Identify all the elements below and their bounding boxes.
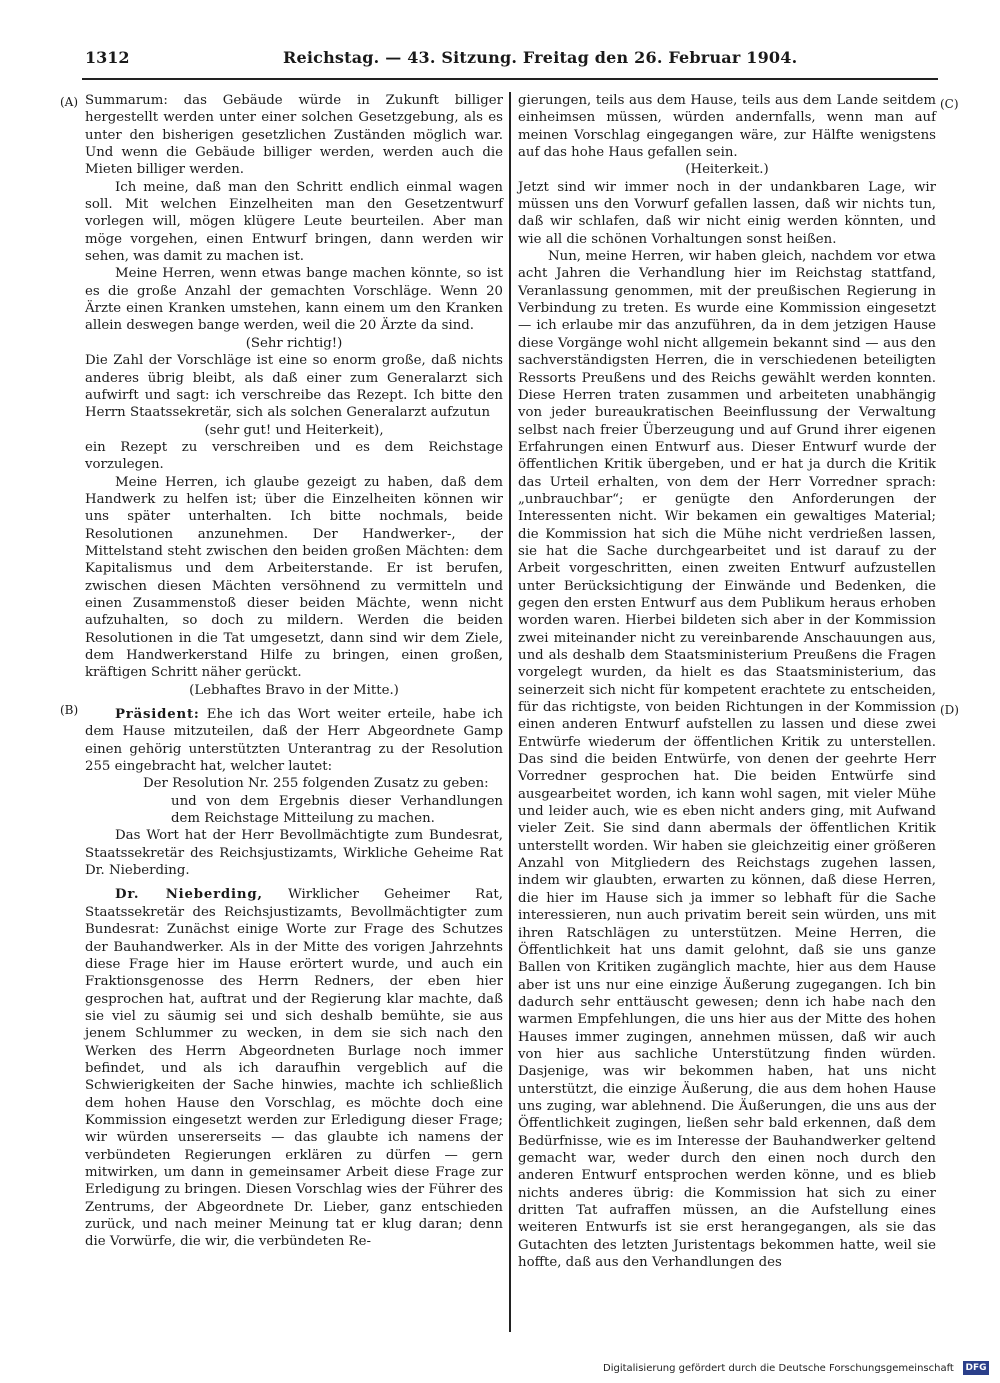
left-column <box>85 92 503 1251</box>
paragraph: Jetzt sind wir immer noch in der undankbaren Lage, wir müssen uns den Vorwurf gefallen lassen, daß wir nichts tun, daß wir schlafen, daß wir nicht einig werden könnten, und wie all die schönen Vorhaltungen sonst heißen. <box>518 179 936 247</box>
page-header <box>85 48 935 72</box>
margin-marker-d: (D) <box>940 703 959 717</box>
interjection: (sehr gut! und Heiterkeit), <box>204 422 384 438</box>
interjection: (Lebhaftes Bravo in der Mitte.) <box>189 682 399 698</box>
margin-marker-b: (B) <box>60 703 79 717</box>
paragraph: Meine Herren, ich glaube gezeigt zu haben, daß dem Handwerk zu helfen ist; über die Einzelheiten können wir uns später unterhalten. Ich bitte nochmals, beide Resolutionen anzunehmen. Der Handwerker-, der Mittelstand steht zwischen den beiden großen Mächten: dem Kapitalismus und dem Arbeiterstande. Er ist berufen, zwischen diesen Mächten versöhnend zu vermitteln und einen Zusammenstoß dieser beiden Mächte, wenn nicht aufzuhalten, so doch zu mildern. Werden die beiden Resolutionen in die Tat umgesetzt, dann sind wir dem Ziele, dem Handwerkerstand Hilfe zu bringen, einen großen, kräftigen Schritt näher gerückt. <box>85 474 503 681</box>
speaker-name: Präsident: <box>115 707 200 723</box>
margin-marker-a: (A) <box>60 95 79 109</box>
column-divider <box>509 92 511 1332</box>
page-title: Reichstag. — 43. Sitzung. Freitag den 26. Februar 1904. <box>283 48 798 67</box>
margin-marker-c: (C) <box>940 97 959 111</box>
paragraph: gierungen, teils aus dem Hause, teils aus dem Lande seitdem einheimsen müssen, würden andernfalls, wenn man auf meinen Vorschlag eingegangen wäre, zur Hälfte wenigstens auf das hohe Haus gefallen sein. <box>518 93 936 161</box>
interjection: (Heiterkeit.) <box>685 162 769 178</box>
speaker-name: Dr. Nieberding, <box>115 887 263 903</box>
paragraph: Meine Herren, wenn etwas bange machen könnte, so ist es die große Anzahl der gemachten Vorschläge. Wenn 20 Ärzte einen Kranken umstehen, kann einem um den Kranken allein deswegen bange werden, weil die 20 Ärzte da sind. <box>85 266 503 334</box>
paragraph: Die Zahl der Vorschläge ist eine so enorm große, daß nichts anderes übrig bleibt, als daß einer zum Generalarzt sich aufwirft und sagt: ich verschreibe das Rezept. Ich bitte den Herrn Staatssekretär, sich als solchen Generalarzt aufzutun <box>85 353 503 421</box>
right-column <box>518 92 936 1271</box>
page-number: 1312 <box>85 48 130 67</box>
paragraph: ein Rezept zu verschreiben und es dem Reichstage vorzulegen. <box>85 439 503 473</box>
quoted-motion: Der Resolution Nr. 255 folgenden Zusatz zu geben: <box>143 776 489 792</box>
header-rule <box>82 78 938 80</box>
paragraph: Nun, meine Herren, wir haben gleich, nachdem vor etwa acht Jahren die Verhandlung hier im Reichstag stattfand, Veranlassung genommen, mit der preußischen Regierung in Verbindung zu treten. Es wurde eine Kommission eingesetzt — ich erlaube mir das anzuführen, da in dem jetzigen Hause diese Vorgänge wohl nicht allgemein bekannt sind — aus den sachverständigsten Herren, die in verschiedenen beteiligten Ressorts Preußens und des Reichs gewählt werden konnten. Diese Herren traten zusammen und arbeiteten unabhängig von jeder bureaukratischen Beeinflussung der Verwaltung selbst nach freier Überzeugung und auf Grund ihrer eigenen Erfahrungen einen Entwurf aus. Dieser Entwurf wurde der öffentlichen Kritik übergeben, und er hat ja durch die Kritik das Urteil erhalten, von dem der Herr Vorredner sprach: „unbrauchbar“; er genügte den Anforderungen der Interessenten nicht. Wir bekamen ein gewaltiges Material; die Kommission hat sich die Mühe nicht verdrießen lassen, sie hat die Sache durchgearbeitet und ist darauf zu der Arbeit vorgeschritten, einen zweiten Entwurf aufzustellen unter Berücksichtigung der Einwände und Bedenken, die gegen den ersten Entwurf aus dem Publikum heraus erhoben worden waren. Hierbei bildeten sich aber in der Kommission zwei miteinander nicht zu vereinbarende Anschauungen aus, und als deshalb dem Staatsministerium Preußens die Fragen vorgelegt wurden, da hielt es das Staatsministerium, das seinerzeit sich nicht für kompetent erachtete zu entscheiden, für das richtigste, von beiden Richtungen in der Kommission einen anderen Entwurf aufstellen zu lassen und diese zwei Entwürfe wiederum der öffentlichen Kritik zu unterstellen. Das sind die beiden Entwürfe, von denen der geehrte Herr Vorredner gesprochen hat. Die beiden Entwürfe sind ausgearbeitet worden, ich kann wohl sagen, mit vieler Mühe und leider auch, wie es eben nicht anders ging, mit Aufwand vieler Zeit. Sie sind dann abermals der öffentlichen Kritik unterstellt worden. Wir haben sie gleichzeitig einer größeren Anzahl von Mitgliedern des Reichstags zugehen lassen, indem wir glaubten, erwarten zu können, daß diese Herren, die hier im Hause sich ja immer so lebhaft für die Sache interessieren, nun auch privatim bereit sein würden, uns mit ihren Ratschlägen zu unterstützen. Meine Herren, die Öffentlichkeit hat uns damit gelohnt, daß sie uns ganze Ballen von Kritiken zugänglich machte, hier aus dem Hause aber ist uns nur eine einzige Äußerung zugegangen. Ich bin dadurch sehr enttäuscht gewesen; denn ich habe nach den warmen Empfehlungen, die uns hier aus der Mitte des hohen Hauses immer zugingen, annehmen müssen, daß wir auch von hier aus sachliche Unterstützung finden würden. Dasjenige, was wir bekommen haben, hat uns nicht unterstützt, die einzige Äußerung, die aus dem hohen Hause uns zuging, war ablehnend. Die Äußerungen, die uns aus der Öffentlichkeit zugingen, ließen sehr bald erkennen, daß dem Bedürfnisse, wie es im Interesse der Bauhandwerker geltend gemacht war, weder durch den einen noch durch den anderen Entwurf entsprochen werden könne, und es blieb nichts anderes übrig: die Kommission hat sich zu einer dritten Tat aufraffen müssen, an die Aufstellung eines weiteren Entwurfs ist sie erst herangegangen, als sie das Gutachten des letzten Juristentags bekommen hatte, weil sie hoffte, daß aus den Verhandlungen des <box>518 249 936 1271</box>
interjection: (Sehr richtig!) <box>245 335 343 351</box>
speech-nieberding <box>85 886 503 1250</box>
paragraph: Das Wort hat der Herr Bevollmächtigte zum Bundesrat, Staatssekretär des Reichsjustizamts, Wirkliche Geheime Rat Dr. Nieberding. <box>85 828 503 879</box>
quoted-motion: und von dem Ergebnis dieser Verhandlungen dem Reichstage Mitteilung zu machen. <box>171 793 503 827</box>
dfg-logo: DFG <box>963 1361 989 1375</box>
speech-text: Wirklicher Geheimer Rat, Staatssekretär des Reichsjustizamts, Bevollmächtigter zum Bundesrat: Zunächst einige Worte zur Frage des Schutzes der Bauhandwerker. Als in der Mitte des vorigen Jahrzehnts diese Frage hier im Hause erörtert wurde, und auch ein Fraktionsgenosse des Herrn Redners, der eben hier gesprochen hat, auftrat und der Regierung klar machte, daß sie viel zu säumig sei und sich deshalb bemühte, sie aus jenem Schlummer zu wecken, in dem sie sich nach den Werken des Herrn Abgeordneten Burlage noch immer befindet, und als ich daraufhin vergeblich auf die Schwierigkeiten der Sache hinwies, machte ich schließlich dem hohen Hause den Vorschlag, es möchte doch eine Kommission eingesetzt werden zur Erledigung dieser Frage; wir würden unsererseits — das glaubte ich namens der verbündeten Regierungen erklären zu dürfen — gern mitwirken, um dann in gemeinsamer Arbeit diese Frage zur Erledigung zu bringen. Diesen Vorschlag wies der Führer des Zentrums, der Abgeordnete Dr. Lieber, ganz entschieden zurück, und nach meiner Meinung tat er klug daran; denn die Vorwürfe, die wir, die verbündeten Re- <box>85 887 503 1250</box>
paragraph: Ich meine, daß man den Schritt endlich einmal wagen soll. Mit welchen Einzelheiten man den Gesetzentwurf vorlegen will, mögen klügere Leute beurteilen. Aber man möge vorgehen, einen Entwurf bringen, dann werden wir sehen, was damit zu machen ist. <box>85 179 503 265</box>
paragraph: Summarum: das Gebäude würde in Zukunft billiger hergestellt werden unter einer solchen Gesetzgebung, als es unter den bisherigen gesetzlichen Zuständen möglich war. Und wenn die Gebäude billiger werden, werden auch die Mieten billiger werden. <box>85 93 503 178</box>
speech-text: Ehe ich das Wort weiter erteile, habe ich dem Hause mitzuteilen, daß der Herr Abgeordnete Gamp einen gehörig unterstützten Unterantrag zu der Resolution 255 eingebracht hat, welcher lautet: <box>85 707 503 775</box>
footer-credit: Digitalisierung gefördert durch die Deutsche Forschungsgemeinschaft <box>603 1363 954 1374</box>
speech-president <box>85 706 503 775</box>
